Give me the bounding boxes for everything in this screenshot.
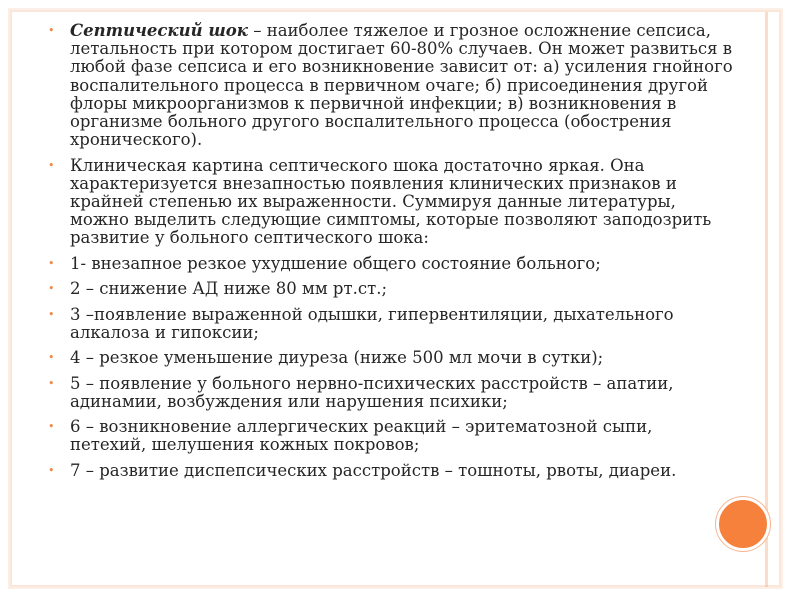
list-item-5 bbox=[48, 349, 733, 367]
list-item-2 bbox=[48, 255, 733, 273]
term-emphasis: Септический шок bbox=[70, 21, 248, 40]
bullet-list bbox=[48, 22, 733, 487]
list-item-text: – наиболее тяжелое и грозное осложнение сепсиса, летальность при котором достигает 60-80% случаев. Он может развиться в любой фазе сепсиса и его возникновение зависит от: а) усиления гнойного воспалительного процесса в первичном очаге; б) присоединения другой флоры микроорганизмов к первичной инфекции; в) возникновения в организме больного другого воспалительного процесса (обострения хронического). bbox=[70, 21, 733, 150]
list-item-text: 1- внезапное резкое ухудшение общего состояние больного; bbox=[70, 253, 601, 273]
list-item-text: 4 – резкое уменьшение диуреза (ниже 500 мл мочи в сутки); bbox=[70, 348, 604, 368]
list-item-text: 3 –появление выраженной одышки, гипервентиляции, дыхательного алкалоза и гипоксии; bbox=[70, 304, 674, 342]
bullet-dot-icon: • bbox=[48, 158, 55, 172]
list-item-4 bbox=[48, 306, 733, 342]
bullet-dot-icon: • bbox=[48, 351, 55, 365]
list-item-text: 5 – появление у больного нервно-психических расстройств – апатии, адинамии, возбуждения или нарушения психики; bbox=[70, 373, 674, 411]
bullet-dot-icon: • bbox=[48, 24, 55, 37]
bullet-dot-icon: • bbox=[48, 420, 55, 434]
bullet-dot-icon: • bbox=[48, 463, 55, 477]
list-item-text: 7 – развитие диспепсических расстройств – тошноты, рвоты, диареи. bbox=[70, 460, 677, 480]
bullet-dot-icon: • bbox=[48, 256, 55, 270]
list-item-text: 2 – снижение АД ниже 80 мм рт.ст.; bbox=[70, 279, 388, 299]
list-item-text: Клиническая картина септического шока достаточно яркая. Она характеризуется внезапностью появления клинических признаков и крайней степенью их выраженности. Суммируя данные литературы, можно выделить следующие симптомы, которые позволяют заподозрить развитие у больного септического шока: bbox=[70, 155, 712, 248]
orange-circle-icon bbox=[716, 497, 770, 551]
list-item-3 bbox=[48, 280, 733, 298]
list-item-0 bbox=[48, 22, 733, 149]
bullet-dot-icon: • bbox=[48, 307, 55, 321]
list-item-6 bbox=[48, 375, 733, 411]
list-item-text: 6 – возникновение аллергических реакций – эритематозной сыпи, петехий, шелушения кожных покровов; bbox=[70, 417, 653, 455]
list-item-8 bbox=[48, 462, 733, 480]
list-item-1 bbox=[48, 157, 733, 248]
bullet-dot-icon: • bbox=[48, 282, 55, 296]
list-item-7 bbox=[48, 418, 733, 454]
bullet-dot-icon: • bbox=[48, 376, 55, 390]
frame-divider-line bbox=[765, 12, 768, 587]
